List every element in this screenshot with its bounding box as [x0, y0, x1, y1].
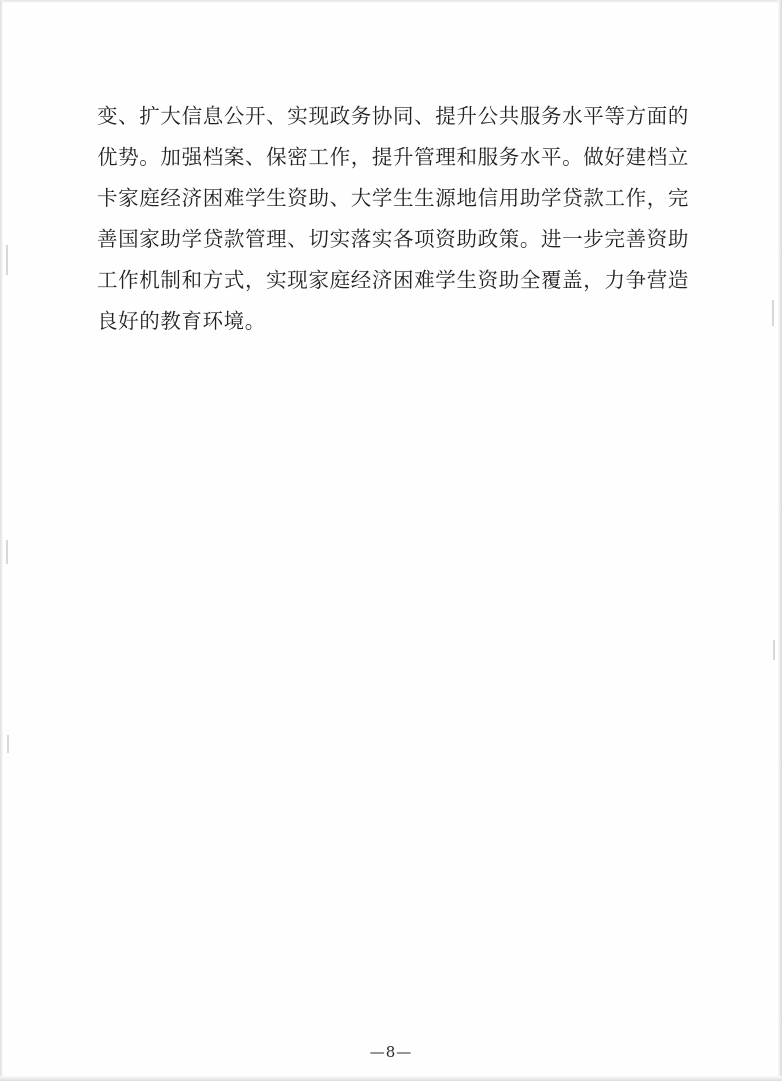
scan-edge-right	[778, 0, 782, 1081]
scan-speck	[6, 540, 8, 564]
scan-edge-bottom	[0, 1076, 782, 1081]
scan-speck	[772, 300, 774, 326]
scan-speck	[7, 735, 9, 753]
scan-edge-left	[0, 0, 3, 1081]
body-paragraph: 变、扩大信息公开、实现政务协同、提升公共服务水平等方面的优势。加强档案、保密工作，提升管理和服务水平。做好建档立卡家庭经济困难学生资助、大学生生源地信用助学贷款工作，完善国家助学贷款管理、切实落实各项资助政策。进一步完善资助工作机制和方式，实现家庭经济困难学生资助全覆盖，力争营造良好的教育环境。	[97, 104, 689, 333]
scan-speck	[6, 245, 8, 275]
scan-edge-top	[0, 0, 782, 3]
page-number: —8—	[369, 1043, 413, 1061]
scan-speck	[773, 640, 775, 660]
document-body	[97, 96, 689, 342]
